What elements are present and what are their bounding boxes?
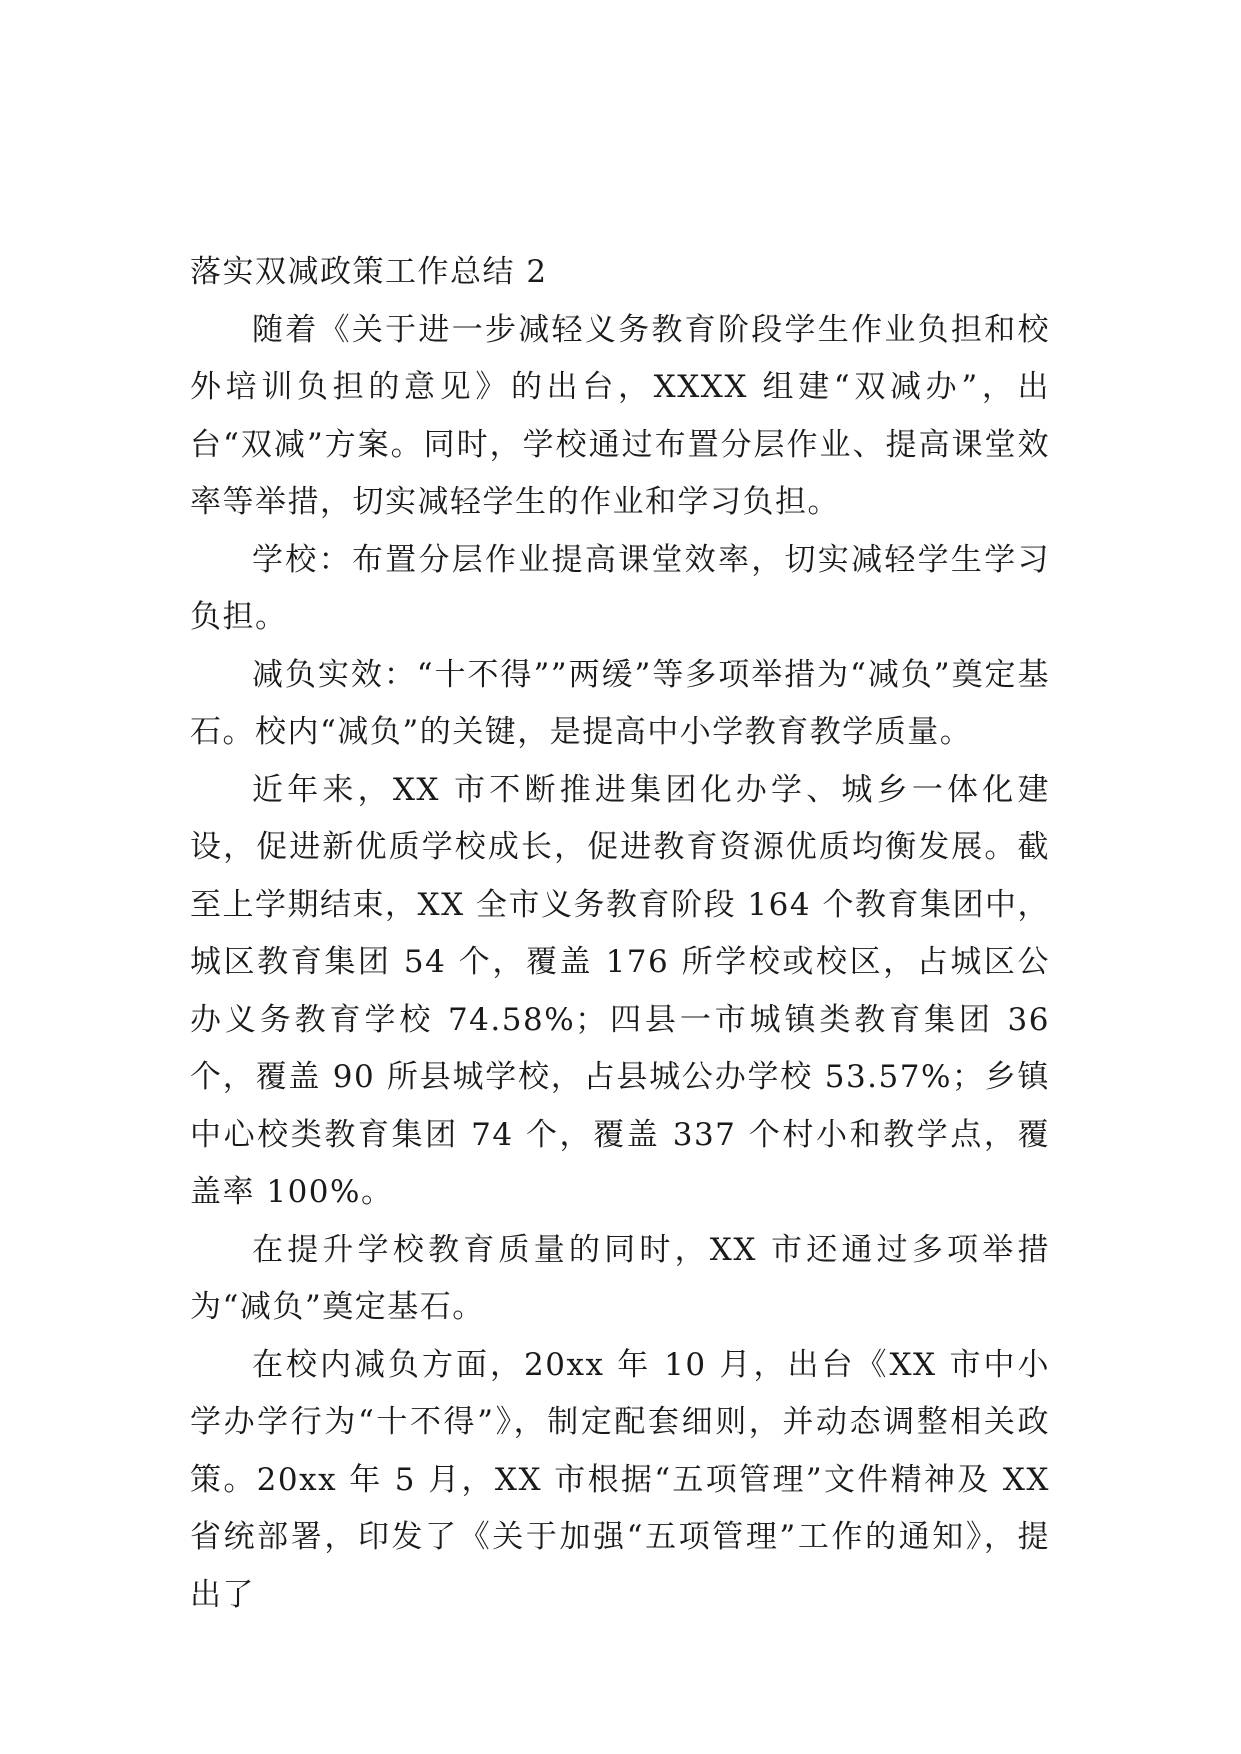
paragraph-statistics: 近年来，XX 市不断推进集团化办学、城乡一体化建设，促进新优质学校成长，促进教育资源优质均衡发展。截至上学期结束，XX 全市义务教育阶段 164 个教育集团中，城区教育集团 54 个，覆盖 176 所学校或校区，占城区公办义务教育学校 74.58%；四县一市城镇类教育集团 36 个，覆盖 90 所县城学校，占县城公办学校 53.57%；乡镇中心校类教育集团 74 个，覆盖 337 个村小和教学点，覆盖率 100%。 [190,771,1050,1210]
document-body [190,244,1050,1624]
paragraph-measures: 在提升学校教育质量的同时，XX 市还通过多项举措为“减负”奠定基石。 [190,1231,1050,1325]
paragraph-intro: 随着《关于进一步减轻义务教育阶段学生作业负担和校外培训负担的意见》的出台，XXXX 组建“双减办”，出台“双减”方案。同时，学校通过布置分层作业、提高课堂效率等举措，切实减轻学生的作业和学习负担。 [190,311,1050,520]
paragraph-school: 学校：布置分层作业提高课堂效率，切实减轻学生学习负担。 [190,541,1050,635]
document-title: 落实双减政策工作总结 2 [190,254,548,290]
paragraph-results: 减负实效：“十不得””两缓”等多项举措为“减负”奠定基石。校内“减负”的关键，是提高中小学教育教学质量。 [190,656,1050,750]
paragraph-policy: 在校内减负方面，20xx 年 10 月，出台《XX 市中小学办学行为“十不得”》，制定配套细则，并动态调整相关政策。20xx 年 5 月，XX 市根据“五项管理”文件精神及 XX 省统部署，印发了《关于加强“五项管理”工作的通知》，提出了 [190,1346,1050,1613]
